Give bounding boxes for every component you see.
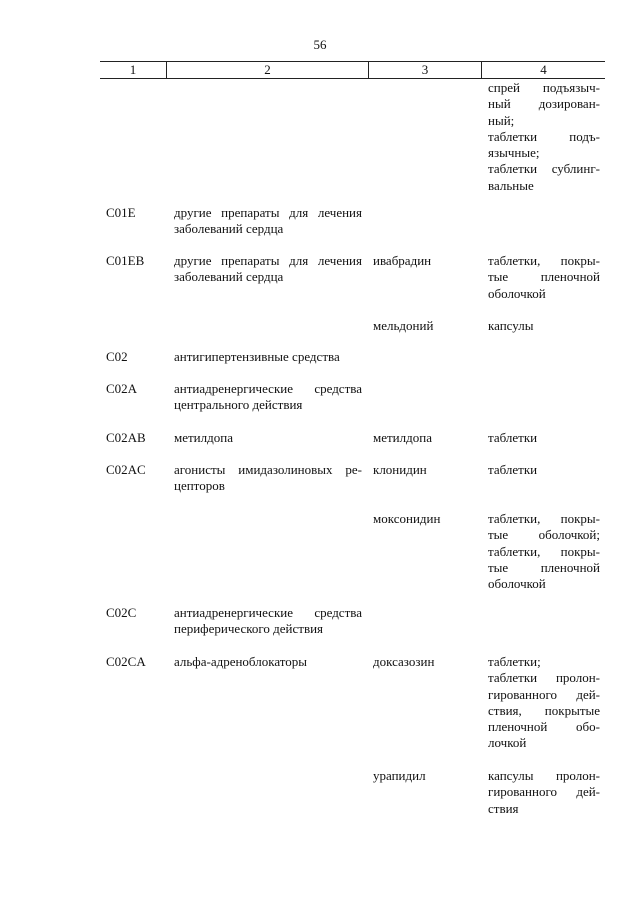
group-name-line: альфа-адреноблокаторы [174, 654, 308, 669]
atc-code: C02AC [106, 462, 146, 477]
atc-code: C01EB [106, 253, 145, 268]
dosage-form [488, 654, 600, 752]
dosage-form [488, 80, 600, 194]
group-name [174, 253, 362, 286]
group-name [174, 654, 362, 670]
group-name-line: антигипертензивные средства [174, 349, 340, 364]
dosage-form-line: таблетки; [488, 654, 541, 669]
dosage-form-line: таблетки сублинг- [488, 161, 600, 177]
dosage-form-line: гированного дей- [488, 686, 600, 702]
dosage-form-line: таблетки [488, 430, 538, 445]
dosage-form [488, 511, 600, 592]
atc-code: C02AB [106, 430, 146, 445]
dosage-form-line: тые оболочкой; [488, 527, 600, 543]
dosage-form [488, 253, 600, 302]
group-name-line: метилдопа [174, 430, 233, 445]
group-name-line: заболеваний сердца [174, 269, 284, 285]
drug-name: доксазозин [373, 654, 435, 669]
atc-code: C02C [106, 605, 137, 620]
dosage-form-line: таблетки подъ- [488, 128, 600, 144]
table-header [100, 61, 605, 79]
dosage-form-line: ный дозирован- [488, 96, 600, 112]
header-col-1: 1 [100, 62, 167, 78]
dosage-form-line: таблетки, покры- [488, 511, 600, 526]
dosage-form-line: оболочкой [488, 285, 546, 301]
group-name-line: цепторов [174, 478, 225, 494]
dosage-form-line: спрей подъязыч- [488, 80, 600, 95]
group-name-line: антиадренергические средства [174, 381, 362, 396]
drug-name: мельдоний [373, 318, 434, 333]
group-name [174, 430, 362, 446]
dosage-form-line: оболочкой [488, 576, 546, 592]
drug-name: моксонидин [373, 511, 441, 526]
dosage-form-line: таблетки пролон- [488, 670, 600, 686]
drug-name: метилдопа [373, 430, 432, 445]
atc-code: C02A [106, 381, 138, 396]
group-name-line: центрального действия [174, 397, 303, 413]
dosage-form-line: лочкой [488, 735, 527, 751]
group-name [174, 381, 362, 414]
header-col-2: 2 [167, 62, 369, 78]
group-name-line: другие препараты для лечения [174, 205, 362, 220]
atc-code: C02 [106, 349, 128, 364]
page-number: 56 [313, 37, 327, 52]
group-name-line: агонисты имидазолиновых ре- [174, 462, 362, 477]
drug-name: урапидил [373, 768, 426, 783]
dosage-form-line: капсулы [488, 318, 534, 333]
dosage-form [488, 462, 600, 478]
header-col-4: 4 [540, 62, 547, 77]
dosage-form-line: таблетки [488, 462, 538, 477]
dosage-form-line: гированного дей- [488, 784, 600, 800]
atc-code: C01E [106, 205, 136, 220]
dosage-form-line: тые пленочной [488, 559, 600, 575]
group-name [174, 349, 362, 365]
dosage-form-line: вальные [488, 177, 534, 193]
dosage-form-line: язычные; [488, 145, 540, 161]
dosage-form [488, 430, 600, 446]
group-name [174, 462, 362, 495]
dosage-form [488, 768, 600, 817]
group-name [174, 205, 362, 238]
header-col-3: 3 [369, 62, 482, 78]
dosage-form-line: тые пленочной [488, 269, 600, 285]
dosage-form-line: капсулы пролон- [488, 768, 600, 783]
dosage-form-line: таблетки, покры- [488, 543, 600, 559]
atc-code: C02CA [106, 654, 146, 669]
dosage-form-line: пленочной обо- [488, 719, 600, 735]
group-name-line: заболеваний сердца [174, 221, 284, 237]
drug-name: клонидин [373, 462, 427, 477]
dosage-form [488, 318, 600, 334]
group-name-line: другие препараты для лечения [174, 253, 362, 268]
drug-name: ивабрадин [373, 253, 432, 268]
dosage-form-line: ствия [488, 800, 519, 816]
group-name [174, 605, 362, 638]
group-name-line: антиадренергические средства [174, 605, 362, 620]
group-name-line: периферического действия [174, 621, 324, 637]
dosage-form-line: ствия, покрытые [488, 702, 600, 718]
dosage-form-line: таблетки, покры- [488, 253, 600, 268]
dosage-form-line: ный; [488, 112, 515, 128]
